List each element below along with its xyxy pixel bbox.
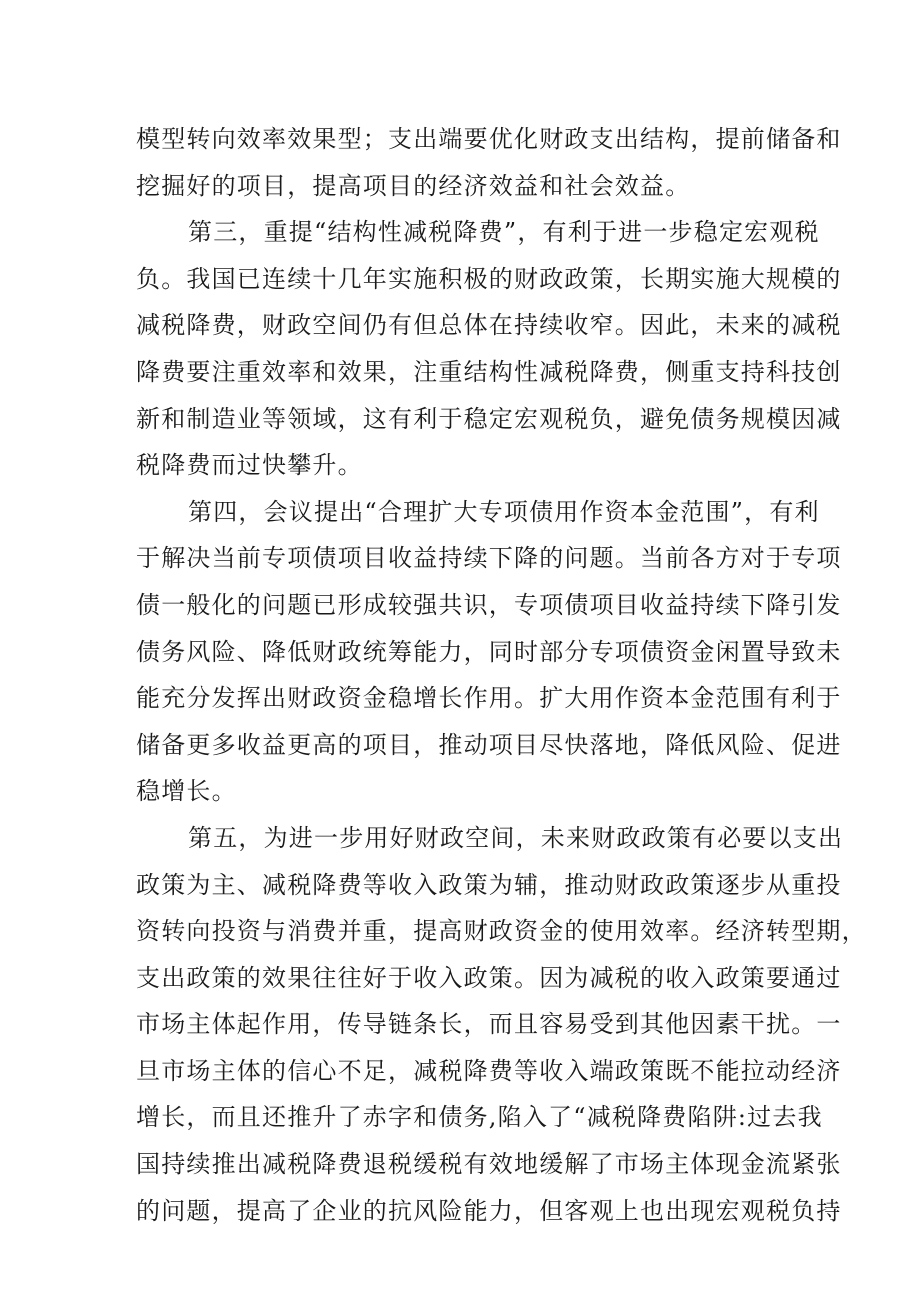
text-line: 新和制造业等领域，这有利于稳定宏观税负，避免债务规模因减 <box>136 404 842 433</box>
text-line: 债一般化的问题已形成较强共识，专项债项目收益持续下降引发 <box>136 590 842 619</box>
text-line: 减税降费，财政空间仍有但总体在持续收窄。因此，未来的减税 <box>136 311 842 340</box>
text-line: 稳增长。 <box>136 777 237 806</box>
text-line: 市场主体起作用，传导链条长，而且容易受到其他因素干扰。一 <box>136 1010 842 1039</box>
text-line: 资转向投资与消费并重，提高财政资金的使用效率。经济转型期， <box>136 917 867 946</box>
text-line: 第三，重提“结构性减税降费”，有利于进一步稳定宏观税 <box>188 218 820 247</box>
text-line: 储备更多收益更高的项目，推动项目尽快落地，降低风险、促进 <box>136 730 842 759</box>
text-line: 债务风险、降低财政统筹能力，同时部分专项债资金闲置导致未 <box>136 637 842 666</box>
text-line: 国持续推出减税降费退税缓税有效地缓解了市场主体现金流紧张 <box>136 1150 842 1179</box>
text-line: 第五，为进一步用好财政空间，未来财政政策有必要以支出 <box>188 823 844 852</box>
text-line: 税降费而过快攀升。 <box>136 451 363 480</box>
text-line: 模型转向效率效果型；支出端要优化财政支出结构，提前储备和 <box>136 125 842 153</box>
text-line: 增长，而且还推升了赤字和债务,陷入了“减税降费陷阱:过去我 <box>136 1103 823 1132</box>
text-line: 政策为主、减税降费等收入政策为辅，推动财政政策逐步从重投 <box>136 870 842 899</box>
text-line: 支出政策的效果往往好于收入政策。因为减税的收入政策要通过 <box>136 963 842 992</box>
text-line: 的问题，提高了企业的抗风险能力，但客观上也出现宏观税负持 <box>136 1196 842 1225</box>
text-line: 降费要注重效率和效果，注重结构性减税降费，侧重支持科技创 <box>136 357 842 386</box>
text-line: 第四，会议提出“合理扩大专项债用作资本金范围”，有利 <box>188 497 820 526</box>
text-line: 挖掘好的项目，提高项目的经济效益和社会效益。 <box>136 171 691 200</box>
document-body <box>136 116 867 1234</box>
text-line: 旦市场主体的信心不足，减税降费等收入端政策既不能拉动经济 <box>136 1056 842 1085</box>
text-line: 于解决当前专项债项目收益持续下降的问题。当前各方对于专项 <box>136 544 842 573</box>
text-line: 能充分发挥出财政资金稳增长作用。扩大用作资本金范围有利于 <box>136 684 842 713</box>
text-line: 负。我国已连续十几年实施积极的财政政策，长期实施大规模的 <box>136 264 842 293</box>
